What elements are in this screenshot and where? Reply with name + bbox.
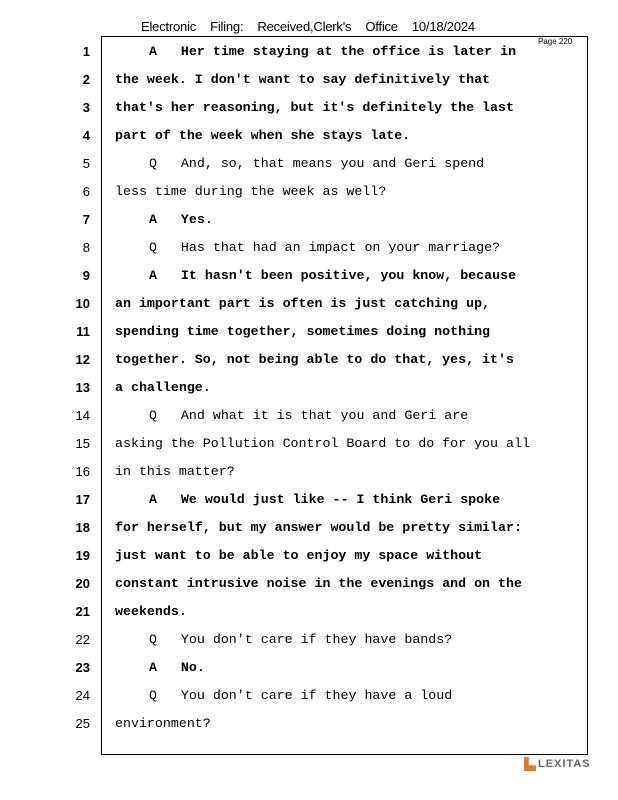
line-text: spending time together, sometimes doing nothing — [115, 324, 491, 339]
lexitas-logo — [524, 757, 591, 771]
transcript-line — [0, 208, 618, 236]
line-number: 24 — [75, 688, 90, 703]
line-text: environment? — [115, 716, 211, 731]
transcript-line — [0, 404, 618, 432]
lexitas-logo-icon — [524, 757, 536, 771]
transcript-line — [0, 628, 618, 656]
line-number: 10 — [75, 296, 90, 311]
transcript-line — [0, 544, 618, 572]
line-number: 11 — [76, 324, 90, 339]
line-text: for herself, but my answer would be pretty similar: — [115, 520, 522, 535]
line-number: 13 — [75, 380, 90, 395]
line-text: in this matter? — [115, 464, 235, 479]
lexitas-logo-text: LEXITAS — [538, 758, 591, 770]
transcript-line — [0, 320, 618, 348]
line-number: 17 — [75, 492, 90, 507]
filing-header — [141, 19, 489, 34]
line-text: A It hasn't been positive, you know, because — [149, 268, 517, 283]
line-number: 1 — [82, 44, 90, 59]
line-number: 16 — [75, 464, 90, 479]
line-text: an important part is often is just catching up, — [115, 296, 491, 311]
transcript-line — [0, 488, 618, 516]
line-number: 12 — [75, 352, 90, 367]
transcript-line — [0, 180, 618, 208]
transcript-line — [0, 40, 618, 68]
line-number: 4 — [82, 128, 90, 143]
line-text: constant intrusive noise in the evenings and on the — [115, 576, 522, 591]
transcript-line — [0, 376, 618, 404]
transcript-line — [0, 516, 618, 544]
transcript-line — [0, 124, 618, 152]
line-number: 25 — [75, 716, 90, 731]
line-number: 19 — [75, 548, 90, 563]
header-item: Filing: — [210, 19, 244, 34]
line-number: 7 — [82, 212, 90, 227]
line-text: a challenge. — [115, 380, 211, 395]
line-text: that's her reasoning, but it's definitely the last — [115, 100, 514, 115]
transcript-line — [0, 656, 618, 684]
line-text: A Yes. — [149, 212, 213, 227]
line-number: 14 — [75, 408, 90, 423]
transcript-line — [0, 712, 618, 740]
line-text: weekends. — [115, 604, 187, 619]
line-number: 3 — [82, 100, 90, 115]
transcript-lines — [0, 40, 618, 740]
line-text: Q And what it is that you and Geri are — [149, 408, 469, 423]
line-number: 8 — [82, 240, 90, 255]
line-number: 5 — [82, 156, 90, 171]
line-text: Q You don't care if they have a loud — [149, 688, 453, 703]
header-item: Office — [365, 19, 398, 34]
transcript-line — [0, 572, 618, 600]
header-item: Electronic — [141, 19, 197, 34]
transcript-line — [0, 348, 618, 376]
line-number: 22 — [75, 632, 90, 647]
line-text: together. So, not being able to do that, yes, it's — [115, 352, 514, 367]
line-number: 20 — [75, 576, 90, 591]
header-item: Received,Clerk's — [257, 19, 352, 34]
line-number: 9 — [82, 268, 90, 283]
transcript-line — [0, 236, 618, 264]
transcript-line — [0, 432, 618, 460]
transcript-line — [0, 68, 618, 96]
page-number: Page 220 — [538, 37, 573, 46]
line-text: the week. I don't want to say definitively that — [115, 72, 491, 87]
transcript-line — [0, 600, 618, 628]
line-text: asking the Pollution Control Board to do for you all — [115, 436, 530, 451]
line-text: A Her time staying at the office is later in — [149, 44, 517, 59]
transcript-line — [0, 684, 618, 712]
line-number: 2 — [82, 72, 90, 87]
line-text: just want to be able to enjoy my space without — [115, 548, 483, 563]
line-number: 15 — [75, 436, 90, 451]
transcript-line — [0, 292, 618, 320]
transcript-line — [0, 264, 618, 292]
line-number: 6 — [82, 184, 90, 199]
line-number: 23 — [75, 660, 90, 675]
line-text: A No. — [149, 660, 205, 675]
line-text: A We would just like -- I think Geri spoke — [149, 492, 501, 507]
line-number: 21 — [75, 604, 90, 619]
line-number: 18 — [75, 520, 90, 535]
transcript-line — [0, 460, 618, 488]
line-text: Q And, so, that means you and Geri spend — [149, 156, 485, 171]
line-text: Q Has that had an impact on your marriage? — [149, 240, 501, 255]
line-text: Q You don't care if they have bands? — [149, 632, 453, 647]
transcript-line — [0, 96, 618, 124]
line-text: part of the week when she stays late. — [115, 128, 411, 143]
transcript-line — [0, 152, 618, 180]
header-item: 10/18/2024 — [411, 19, 475, 34]
line-text: less time during the week as well? — [115, 184, 387, 199]
